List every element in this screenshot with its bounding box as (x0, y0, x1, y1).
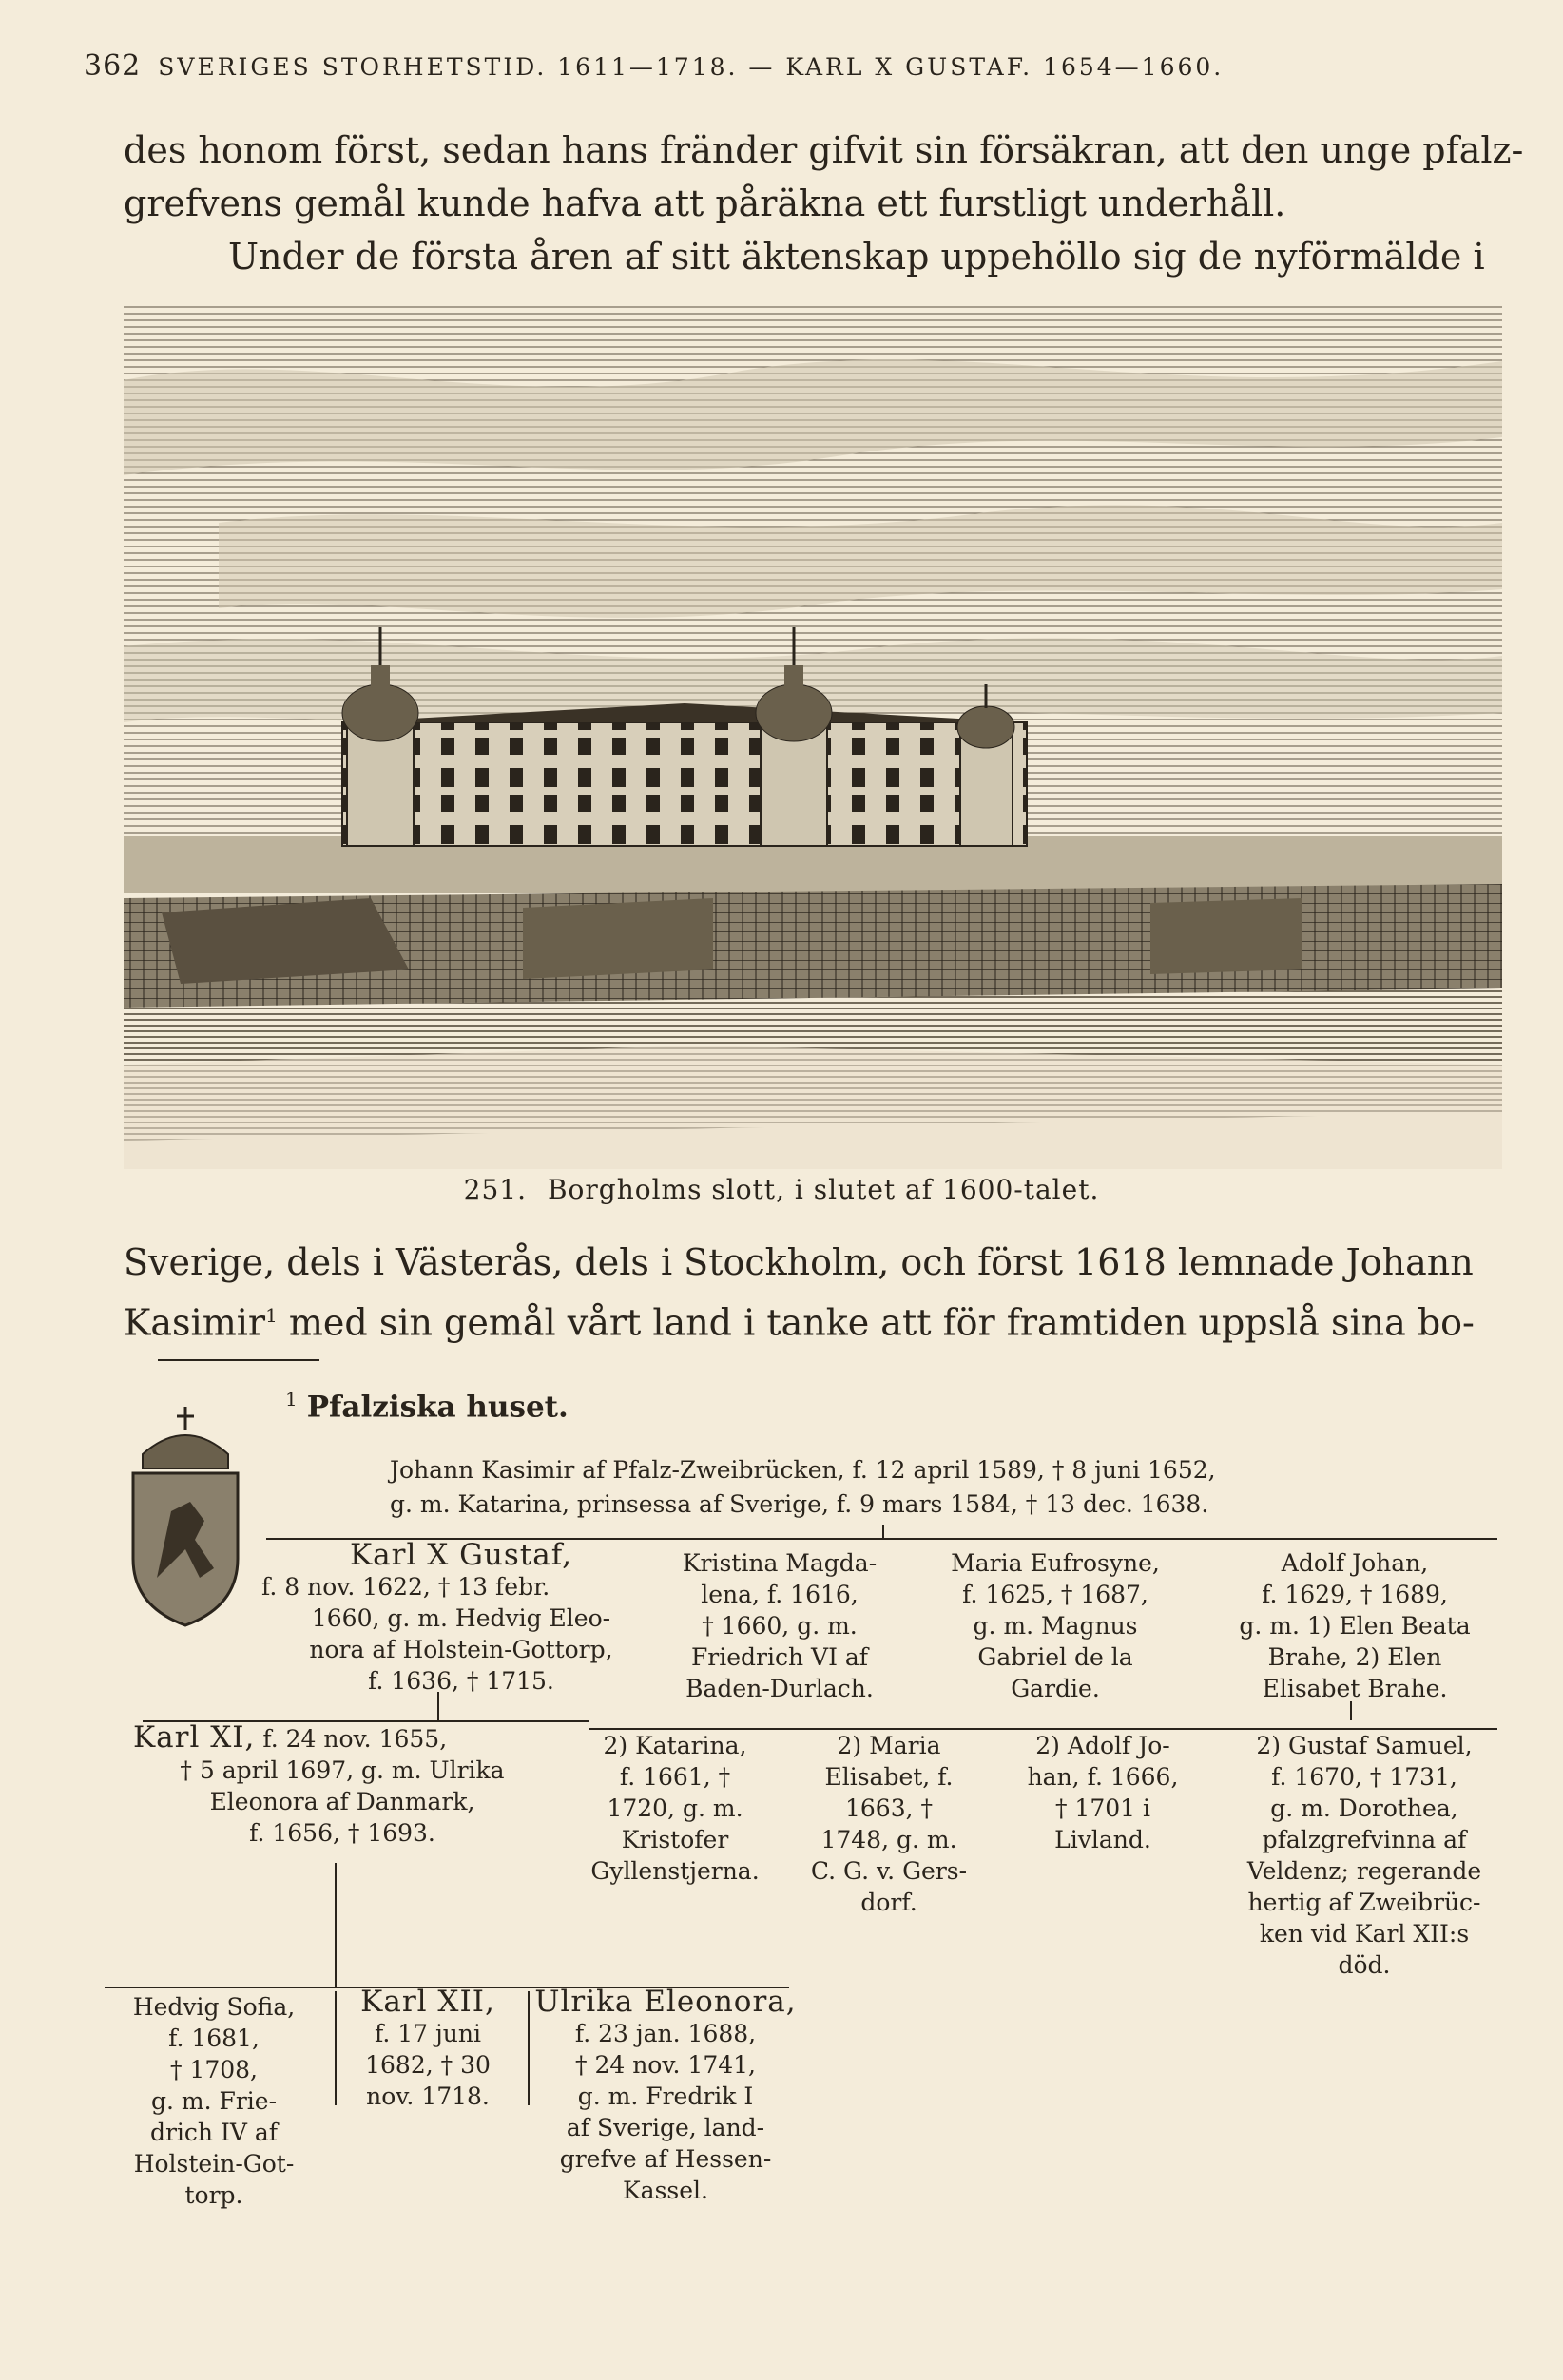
root-line: g. m. Katarina, prinsessa af Sverige, f. 9 mars 1584, † 13 dec. 1638. (390, 1490, 1209, 1518)
text-line: Kasimir$^1$ med sin gemål vårt land i tanke att för framtiden uppslå sina bo- (124, 1301, 1475, 1344)
gen2-adolf-johan: Adolf Johan, f. 1629, † 1689, g. m. 1) Elen Beata Brahe, 2) Elen Elisabet Brahe. (1239, 1549, 1471, 1702)
tree-line (882, 1525, 884, 1538)
castle-facade (342, 722, 1027, 846)
body-text-bottom (124, 1236, 1502, 1342)
gen3-karl-xi: Karl XI, f. 24 nov. 1655, † 5 april 1697, g. m. Ulrika Eleonora af Danmark, f. 1656, † 1693. (133, 1720, 505, 1847)
figure-number: 251. (463, 1174, 527, 1205)
tree-line (1350, 1701, 1352, 1720)
footnote-rule (158, 1359, 319, 1361)
text-line: Sverige, dels i Västerås, dels i Stockholm, och först 1618 lemnade Johann (124, 1241, 1474, 1283)
tree-line (437, 1692, 439, 1720)
coat-of-arms-icon (114, 1397, 257, 1635)
running-head (84, 49, 1462, 83)
text-line: des honom först, sedan hans fränder gifvit sin försäkran, att den unge pfalz- (124, 129, 1524, 171)
tree-line (335, 1863, 337, 1987)
figure-caption (0, 1174, 1563, 1205)
running-title: SVERIGES STORHETSTID. 1611—1718. — KARL X GUSTAF. 1654—1660. (158, 53, 1225, 81)
gen3-katarina: 2) Katarina, f. 1661, † 1720, g. m. Kristofer Gyllenstjerna. (590, 1732, 760, 1885)
gen2-maria: Maria Eufrosyne, f. 1625, † 1687, g. m. Magnus Gabriel de la Gardie. (951, 1549, 1160, 1702)
gen3-gustaf-samuel: 2) Gustaf Samuel, f. 1670, † 1731, g. m. Dorothea, pfalzgrefvinna af Veldenz; regerande hertig af Zweibrüc- ken vid Karl XII:s död. (1246, 1732, 1482, 1979)
figure-caption-text: Borgholms slott, i slutet af 1600-talet. (547, 1174, 1100, 1205)
gen4-karl-xii: Karl XII, f. 17 juni 1682, † 30 nov. 1718. (360, 1985, 495, 2110)
root-line: Johann Kasimir af Pfalz-Zweibrücken, f. 12 april 1589, † 8 juni 1652, (390, 1456, 1216, 1484)
text-line: grefvens gemål kunde hafva att påräkna ett furstligt underhåll. (124, 182, 1286, 224)
text-line: Under de första åren af sitt äktenskap uppehöllo sig de nyförmälde i (228, 236, 1485, 278)
page-number: 362 (84, 49, 142, 83)
footnote-title: Pfalziska huset. (306, 1390, 569, 1425)
body-text-top (124, 124, 1524, 283)
tree-line (528, 1991, 530, 2105)
footnote-marker: 1 (285, 1388, 298, 1411)
gen2-karl-x: Karl X Gustaf, f. 8 nov. 1622, † 13 febr. 1660, g. m. Hedvig Eleo- nora af Holstein-Gottorp, f. 1636, † 1715. (261, 1538, 613, 1695)
footnote-ref: 1 (265, 1304, 278, 1327)
gen4-ulrika-eleonora: Ulrika Eleonora, f. 23 jan. 1688, † 24 nov. 1741, g. m. Fredrik I af Sverige, land- grefve af Hessen- Kassel. (534, 1985, 797, 2204)
footnote-heading (285, 1388, 569, 1424)
gen3-maria-elisabet: 2) Maria Elisabet, f. 1663, † 1748, g. m. C. G. v. Gers- dorf. (810, 1732, 968, 1916)
gen3-adolf-johan: 2) Adolf Jo- han, f. 1666, † 1701 i Livland. (1027, 1732, 1179, 1853)
gen2-kristina: Kristina Magda- lena, f. 1616, † 1660, g. m. Friedrich VI af Baden-Durlach. (682, 1549, 878, 1702)
gen4-hedvig-sofia: Hedvig Sofia, f. 1681, † 1708, g. m. Frie- drich IV af Holstein-Got- torp. (132, 1993, 296, 2209)
castle-engraving (124, 304, 1502, 1169)
